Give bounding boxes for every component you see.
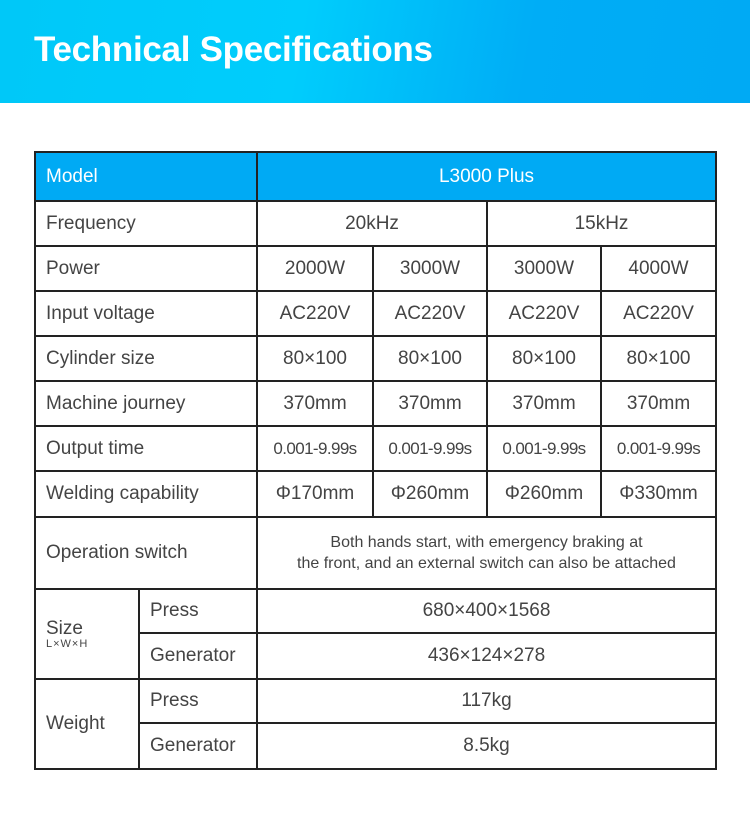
spec-table: [34, 151, 717, 770]
size-press-row: [35, 589, 716, 633]
cell: 3000W: [373, 246, 487, 291]
model-label: Model: [35, 152, 257, 201]
operation-note: [257, 517, 716, 589]
table-row: [35, 381, 716, 426]
model-value: L3000 Plus: [257, 152, 716, 201]
table-row: [35, 426, 716, 471]
cell: 80×100: [257, 336, 373, 381]
table-row: [35, 471, 716, 517]
cell: 117kg: [257, 679, 716, 723]
table-row: [35, 246, 716, 291]
row-label: Press: [139, 679, 257, 723]
operation-row: [35, 517, 716, 589]
cell: 370mm: [257, 381, 373, 426]
page-title: Technical Specifications: [34, 30, 433, 69]
cell: 80×100: [373, 336, 487, 381]
size-label: [35, 589, 139, 679]
row-label: Operation switch: [35, 517, 257, 589]
row-label: Frequency: [35, 201, 257, 246]
row-label: Generator: [139, 633, 257, 679]
cell: 680×400×1568: [257, 589, 716, 633]
size-title: Size: [46, 618, 83, 639]
row-label: Input voltage: [35, 291, 257, 336]
cell: AC220V: [257, 291, 373, 336]
note-line: the front, and an external switch can also be attached: [297, 555, 676, 572]
row-label: Output time: [35, 426, 257, 471]
row-label: Welding capability: [35, 471, 257, 517]
cell: 370mm: [373, 381, 487, 426]
header-banner: [0, 0, 750, 103]
cell: Φ260mm: [487, 471, 601, 517]
table-row: [35, 336, 716, 381]
cell: 2000W: [257, 246, 373, 291]
cell: 0.001-9.99s: [601, 426, 716, 471]
cell: Φ330mm: [601, 471, 716, 517]
row-label: Cylinder size: [35, 336, 257, 381]
cell: 80×100: [487, 336, 601, 381]
cell: 0.001-9.99s: [257, 426, 373, 471]
cell: 3000W: [487, 246, 601, 291]
cell: 370mm: [487, 381, 601, 426]
cell: 15kHz: [487, 201, 716, 246]
cell: AC220V: [601, 291, 716, 336]
weight-press-row: [35, 679, 716, 723]
cell: AC220V: [487, 291, 601, 336]
cell: 0.001-9.99s: [373, 426, 487, 471]
row-label: Generator: [139, 723, 257, 769]
model-row: [35, 152, 716, 201]
cell: 0.001-9.99s: [487, 426, 601, 471]
cell: 20kHz: [257, 201, 487, 246]
cell: Φ170mm: [257, 471, 373, 517]
note-line: Both hands start, with emergency braking at: [330, 534, 643, 551]
row-label: Press: [139, 589, 257, 633]
row-label: Machine journey: [35, 381, 257, 426]
cell: 4000W: [601, 246, 716, 291]
size-sublabel: L×W×H: [46, 638, 89, 650]
cell: 436×124×278: [257, 633, 716, 679]
cell: 80×100: [601, 336, 716, 381]
cell: 370mm: [601, 381, 716, 426]
frequency-row: [35, 201, 716, 246]
weight-label: Weight: [35, 679, 139, 769]
cell: AC220V: [373, 291, 487, 336]
cell: Φ260mm: [373, 471, 487, 517]
row-label: Power: [35, 246, 257, 291]
cell: 8.5kg: [257, 723, 716, 769]
table-row: [35, 291, 716, 336]
